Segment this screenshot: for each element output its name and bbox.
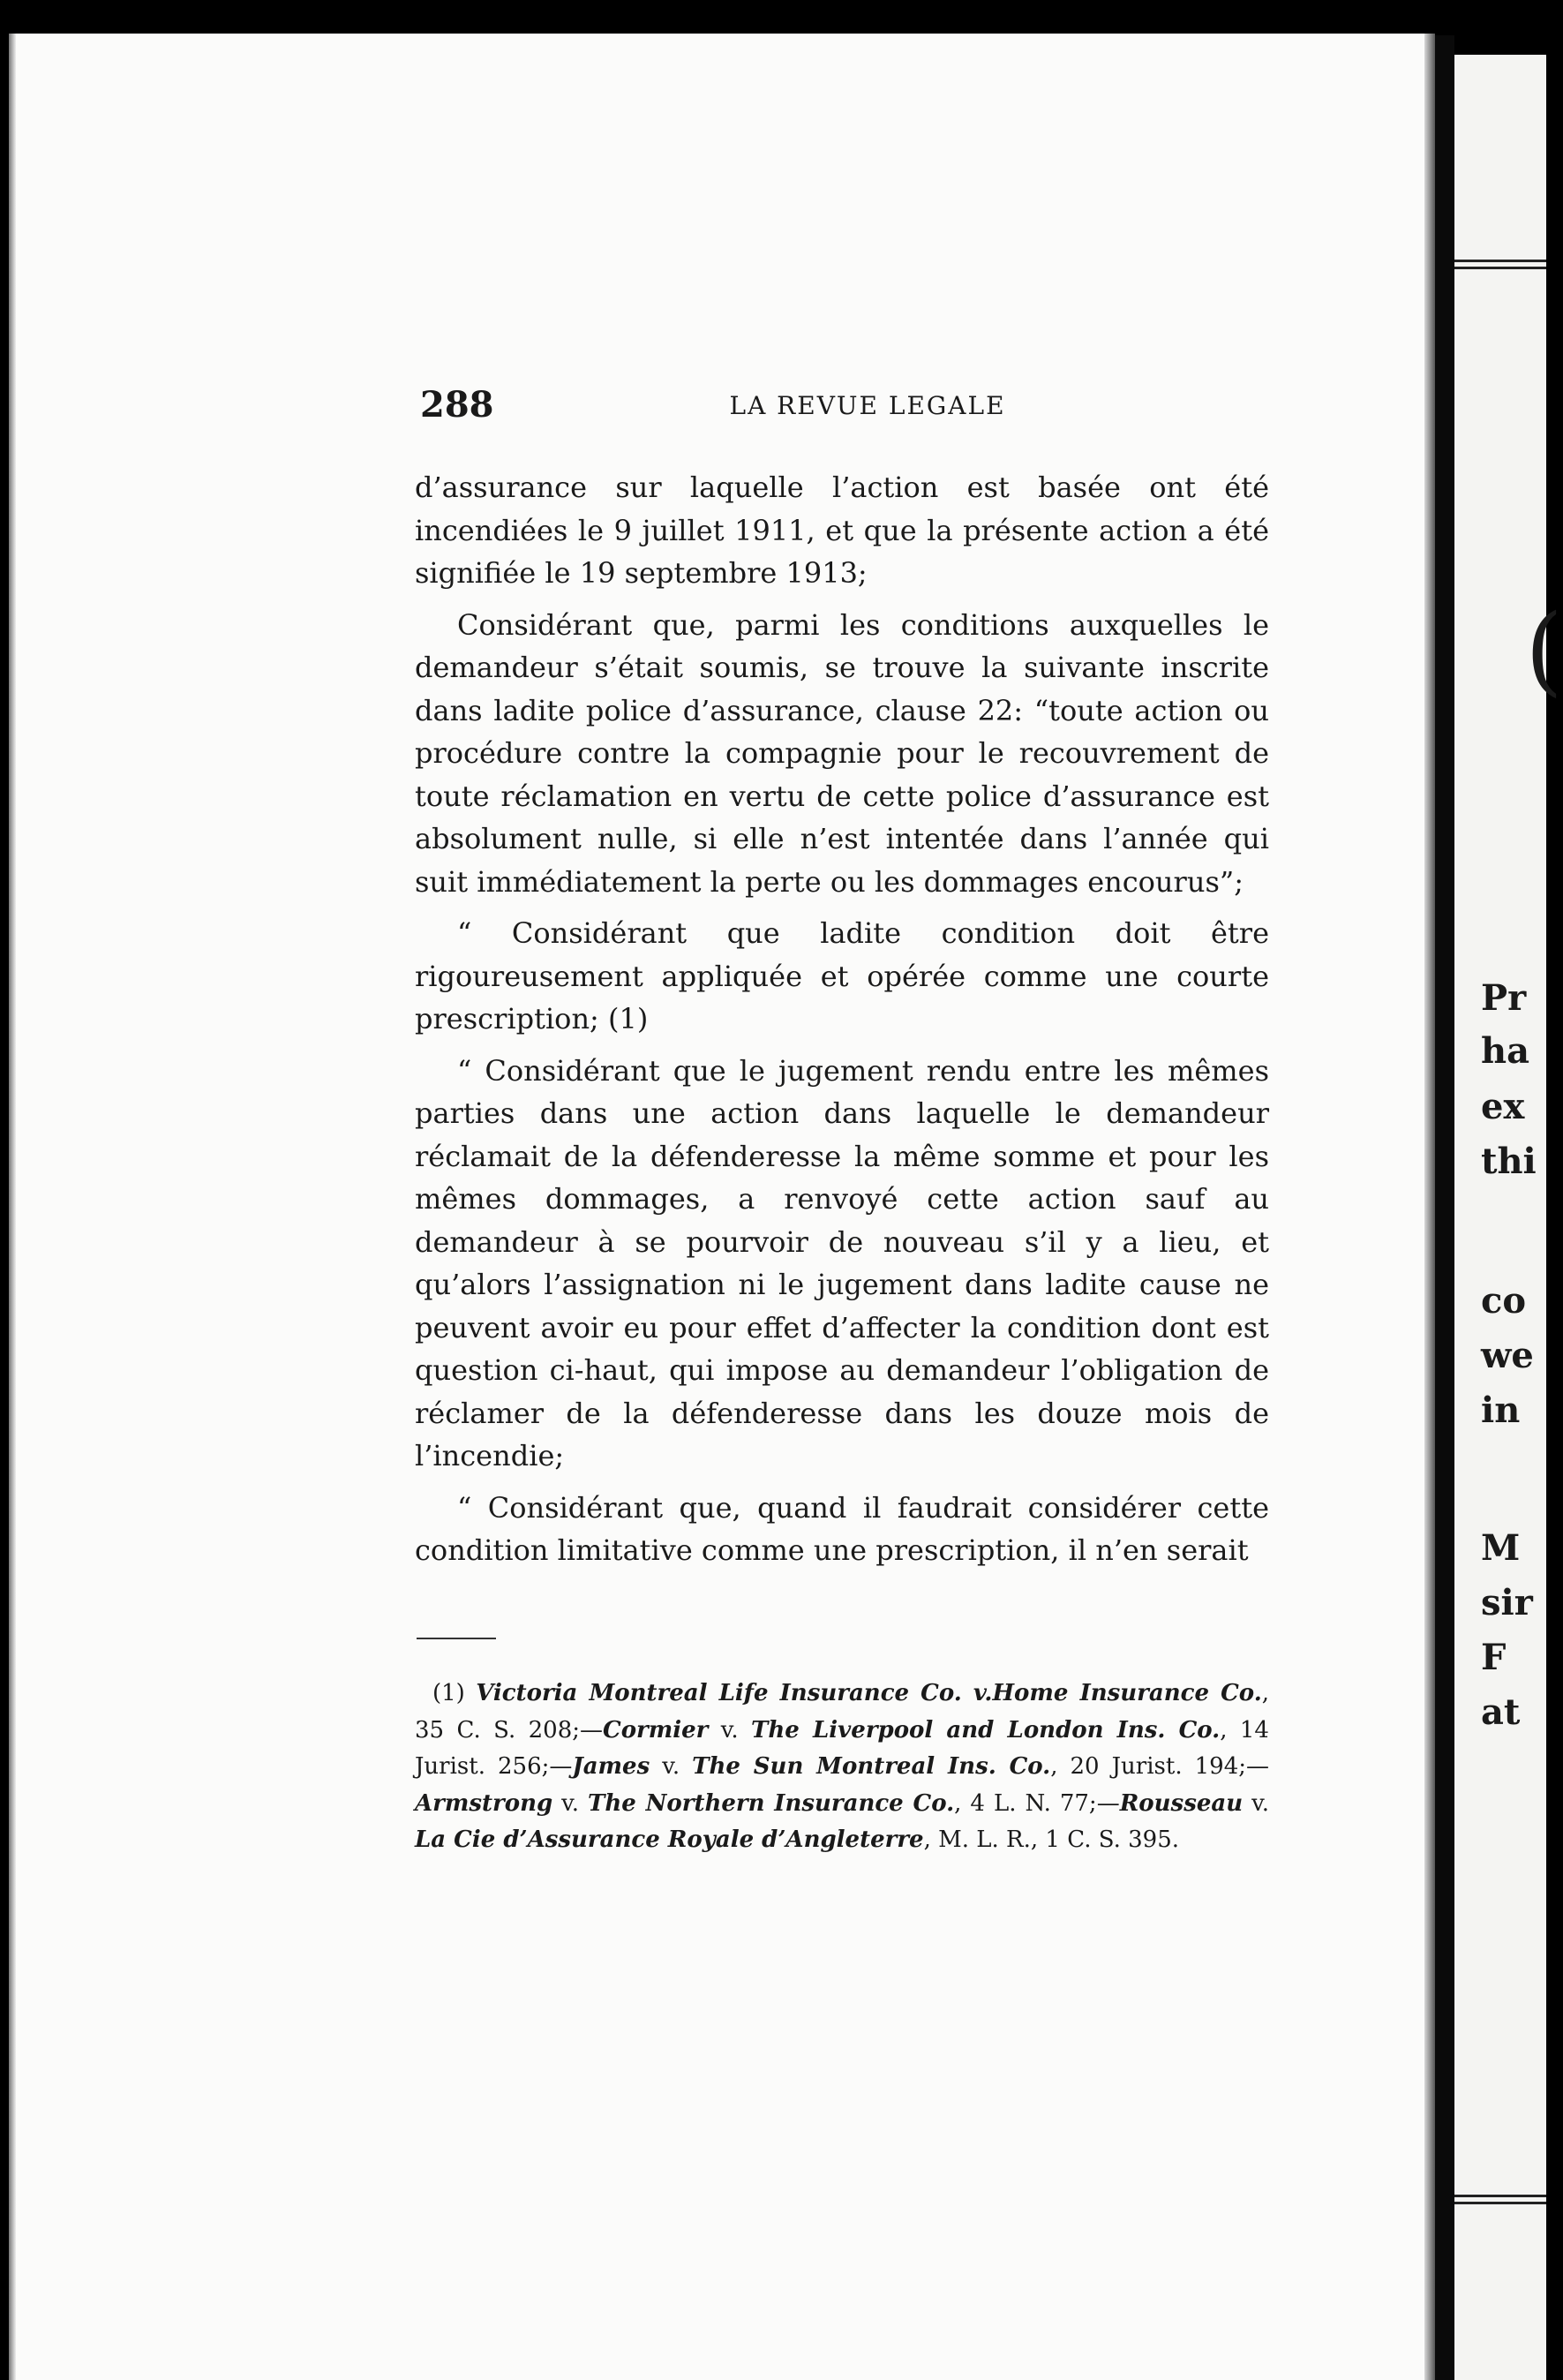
citation-case-name: The Sun Montreal Ins. Co. — [692, 1753, 1051, 1780]
citation-case-name: The Northern Insurance Co. — [588, 1789, 955, 1817]
adjacent-fragment: ex — [1481, 1086, 1525, 1127]
citation-reference: , 20 Jurist. 194;— — [1050, 1753, 1269, 1780]
adjacent-page — [1454, 55, 1563, 2380]
scan-top-border — [0, 0, 1546, 35]
footnote-separator — [417, 1638, 496, 1639]
running-title: LA REVUE LEGALE — [729, 391, 1006, 420]
adjacent-fragment: F — [1481, 1637, 1507, 1678]
citation-case-name: The Liverpool and London Ins. Co. — [751, 1716, 1221, 1744]
adjacent-fragment: ha — [1481, 1030, 1529, 1072]
adjacent-page-paren: ( — [1525, 593, 1563, 706]
citation-reference: , 14 Jurist. 256;— — [415, 1716, 1269, 1780]
paragraph: d’assurance sur laquelle l’action est basée ont été incendiées le 9 juillet 1911, et que la présente action a été signifiée le 19 septembre 1913; — [415, 471, 1269, 590]
adjacent-fragment: at — [1481, 1691, 1521, 1733]
adjacent-page-rule — [1454, 2202, 1546, 2204]
citation-reference: , 4 L. N. 77;— — [954, 1789, 1120, 1817]
paragraph: “ Considérant que ladite condition doit être rigoureusement appliquée et opérée comme une courte prescription; (1) — [415, 916, 1269, 1036]
adjacent-page-rule — [1454, 2195, 1546, 2197]
page-left-edge — [9, 34, 16, 2380]
citation-reference: v. — [708, 1716, 752, 1744]
paragraph: Considérant que, parmi les conditions auxquelles le demandeur s’était soumis, se trouve la suivante inscrite dans ladite police d’assurance, clause 22: “toute action ou procédure contre la compagnie pour le recouvrement de toute réclamation en vertu de cette police d’assurance est absolument nulle, si elle n’est intentée dans l’année qui suit immédiatement la perte ou les dommages encourus”; — [415, 607, 1269, 899]
citation-case-name: Rousseau — [1119, 1789, 1244, 1817]
citation-reference: v. — [552, 1789, 589, 1817]
adjacent-fragment: Pr — [1481, 977, 1527, 1019]
adjacent-fragment: M — [1481, 1527, 1521, 1569]
citation-reference: v. — [1243, 1789, 1269, 1817]
page-binding-shadow — [1424, 34, 1435, 2380]
citation-reference: v. — [650, 1753, 693, 1780]
citation-case-name: La Cie d’Assurance Royale d’Angleterre — [415, 1826, 924, 1853]
adjacent-fragment: we — [1481, 1335, 1534, 1376]
page-number: 288 — [420, 384, 494, 426]
citation-reference: , 35 C. S. 208;— — [415, 1680, 1270, 1744]
citation-case-name: Victoria Montreal Life Insurance Co. v.Home Insurance Co. — [476, 1680, 1262, 1706]
paragraph: “ Considérant que, quand il faudrait considérer cette condition limitative comme une prescription, il n’en serait — [415, 1490, 1269, 1567]
citation-case-name: James — [572, 1753, 650, 1780]
page-header — [420, 384, 1271, 437]
adjacent-page-rule — [1454, 267, 1546, 269]
adjacent-fragment: co — [1481, 1280, 1527, 1322]
citation-case-name: Armstrong — [415, 1789, 553, 1817]
paragraph: “ Considérant que le jugement rendu entre les mêmes parties dans une action dans laquelle le demandeur réclamait de la défenderesse la même somme et pour les mêmes dommages, a renvoyé cette action sauf au demandeur à se pourvoir de nouveau s’il y a lieu, et qu’alors l’assignation ni le jugement dans ladite cause ne peuvent avoir eu pour effet d’affecter la condition dont est question ci-haut, qui impose au demandeur l’obligation de réclamer de la défenderesse dans les douze mois de l’incendie; — [415, 1053, 1269, 1472]
citation-case-name: Cormier — [603, 1716, 709, 1744]
footnote-citations — [415, 1680, 1269, 1853]
adjacent-fragment: sir — [1481, 1582, 1533, 1623]
body-text — [415, 466, 1269, 1572]
adjacent-fragment: in — [1481, 1390, 1521, 1431]
citation-reference: , M. L. R., 1 C. S. 395. — [923, 1826, 1180, 1853]
footnote-marker: (1) — [432, 1680, 465, 1706]
book-gutter — [1435, 35, 1454, 2380]
adjacent-page-rule — [1454, 260, 1546, 262]
adjacent-fragment: thi — [1481, 1141, 1537, 1182]
footnote — [415, 1676, 1269, 1859]
